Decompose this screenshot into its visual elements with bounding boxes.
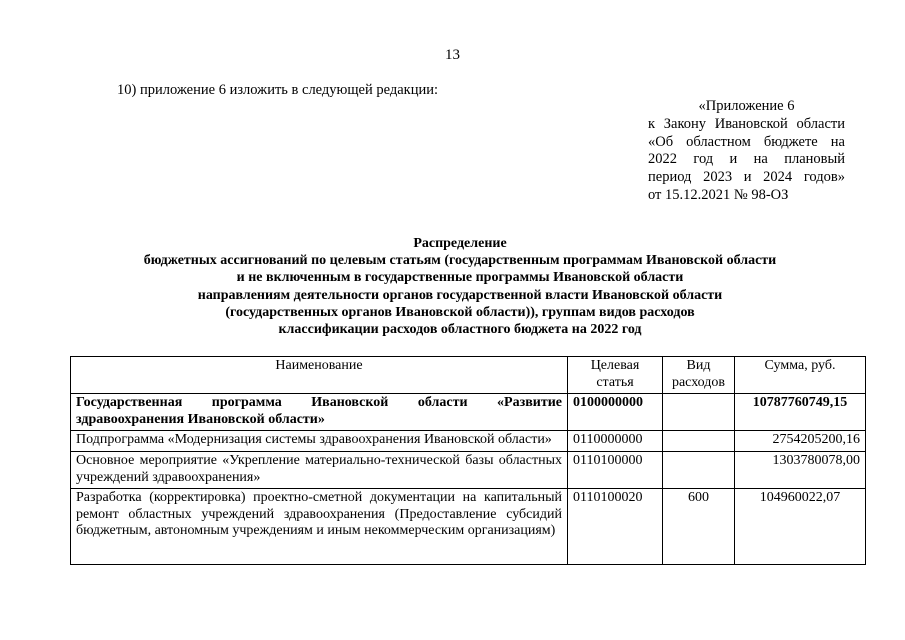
budget-table bbox=[70, 356, 866, 565]
header-code-line: Целевая bbox=[590, 358, 640, 373]
row-name: Основное мероприятие «Укрепление материально-технической базы областных учреждений здравоохранения» bbox=[71, 451, 568, 488]
header-sum: Сумма, руб. bbox=[735, 357, 866, 394]
table-row bbox=[71, 431, 866, 452]
row-sum: 104960022,07 bbox=[735, 489, 866, 565]
table-row bbox=[71, 394, 866, 431]
table-header-row bbox=[71, 357, 866, 394]
heading-line: и не включенным в государственные программы Ивановской области bbox=[236, 270, 684, 286]
header-kind bbox=[663, 357, 735, 394]
row-code: 0110100020 bbox=[568, 489, 663, 565]
row-kind bbox=[663, 394, 735, 431]
row-kind: 600 bbox=[663, 489, 735, 565]
heading-line: направлениям деятельности органов государственной власти Ивановской области bbox=[197, 287, 723, 303]
appendix-line: период 2023 и 2024 годов» bbox=[648, 169, 845, 186]
heading-line: классификации расходов областного бюджета на 2022 год bbox=[278, 322, 642, 338]
appendix-line: 2022 год и на плановый bbox=[648, 151, 845, 168]
appendix-line: «Приложение 6 bbox=[698, 98, 795, 114]
header-name: Наименование bbox=[71, 357, 568, 394]
document-heading bbox=[70, 235, 850, 338]
row-sum: 2754205200,16 bbox=[735, 431, 866, 452]
table-row bbox=[71, 489, 866, 565]
page-number: 13 bbox=[445, 47, 460, 63]
row-sum: 10787760749,15 bbox=[735, 394, 866, 431]
heading-line: бюджетных ассигнований по целевым статьям (государственным программам Ивановской области bbox=[143, 253, 777, 269]
row-code: 0110000000 bbox=[568, 431, 663, 452]
row-kind bbox=[663, 431, 735, 452]
appendix-line: от 15.12.2021 № 98-ОЗ bbox=[648, 186, 789, 203]
table-row bbox=[71, 451, 866, 488]
row-code: 0110100000 bbox=[568, 451, 663, 488]
row-name: Разработка (корректировка) проектно-сметной документации на капитальный ремонт областных учреждений здравоохранения (Предоставление субсидий бюджетным, автономным учреждениям и иным некоммерческим организациям) bbox=[71, 489, 568, 565]
heading-title: Распределение bbox=[413, 236, 507, 251]
row-sum: 1303780078,00 bbox=[735, 451, 866, 488]
heading-line: (государственных органов Ивановской области)), группам видов расходов bbox=[225, 304, 695, 320]
header-kind-line: Вид bbox=[686, 358, 711, 373]
appendix-line: к Закону Ивановской области bbox=[648, 115, 845, 132]
row-name: Государственная программа Ивановской области «Развитие здравоохранения Ивановской области» bbox=[71, 394, 568, 431]
header-kind-line: расходов bbox=[671, 374, 726, 390]
row-code: 0100000000 bbox=[568, 394, 663, 431]
intro-text: 10) приложение 6 изложить в следующей редакции: bbox=[117, 82, 439, 98]
header-code bbox=[568, 357, 663, 394]
appendix-reference bbox=[648, 98, 845, 205]
header-code-line: статья bbox=[596, 374, 634, 390]
row-name: Подпрограмма «Модернизация системы здравоохранения Ивановской области» bbox=[71, 431, 568, 452]
row-kind bbox=[663, 451, 735, 488]
appendix-line: «Об областном бюджете на bbox=[648, 133, 845, 150]
